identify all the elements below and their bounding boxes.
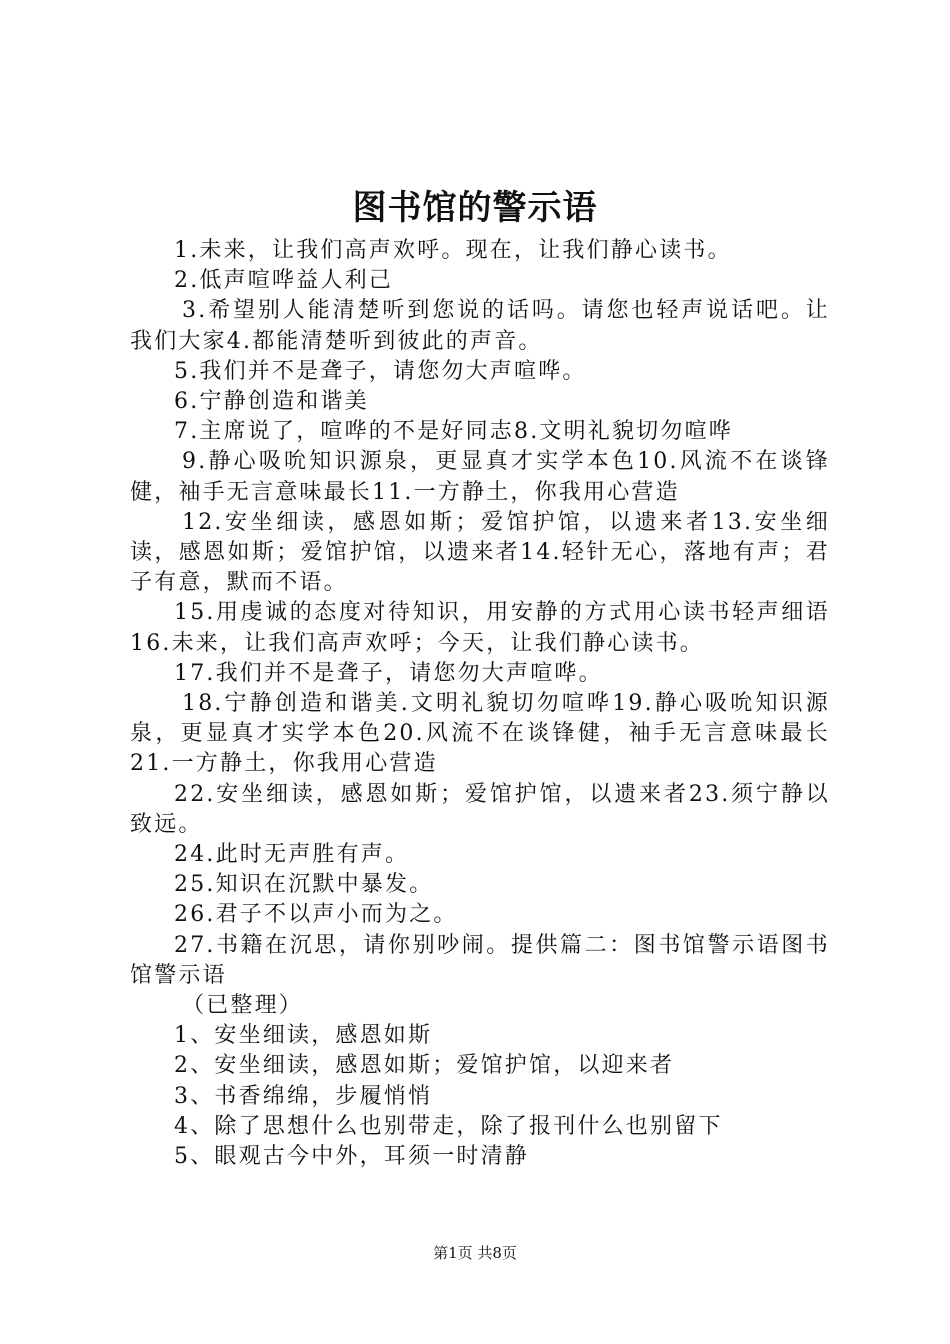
paragraph: 15.用虔诚的态度对待知识，用安静的方式用心读书轻声细语16.未来，让我们高声欢呼；今天，让我们静心读书。 — [130, 600, 830, 656]
paragraph: 27.书籍在沉思，请你别吵闹。提供篇二：图书馆警示语图书馆警示语 — [130, 932, 830, 988]
paragraph: 24.此时无声胜有声。 — [174, 842, 410, 868]
paragraph: 25.知识在沉默中暴发。 — [174, 872, 434, 898]
page-footer: 第1页 共8页 — [433, 1244, 517, 1262]
paragraph: 1.未来，让我们高声欢呼。现在，让我们静心读书。 — [174, 238, 732, 263]
list-item: 3、书香绵绵，步履悄悄 — [174, 1083, 433, 1109]
paragraph: 9.静心吸吮知识源泉，更显真才实学本色10.风流不在谈锋健，袖手无言意味最长11.一方静土，你我用心营造 — [130, 449, 830, 505]
list-item: 1、安坐细读，感恩如斯 — [174, 1023, 433, 1049]
paragraph: 12.安坐细读，感恩如斯；爱馆护馆，以遗来者13.安坐细读，感恩如斯；爱馆护馆，以遗来者14.轻针无心，落地有声；君子有意，默而不语。 — [130, 509, 830, 596]
paragraph: 18.宁静创造和谐美.文明礼貌切勿喧哗19.静心吸吮知识源泉，更显真才实学本色20.风流不在谈锋健，袖手无言意味最长21.一方静土，你我用心营造 — [130, 691, 830, 777]
paragraph: 22.安坐细读，感恩如斯；爱馆护馆，以遗来者23.须宁静以致远。 — [130, 781, 830, 837]
paragraph: 6.宁静创造和谐美 — [174, 389, 369, 415]
list-item: 5、眼观古今中外，耳须一时清静 — [174, 1144, 529, 1170]
paragraph: 7.主席说了，喧哗的不是好同志8.文明礼貌切勿喧哗 — [174, 419, 733, 445]
paragraph: 17.我们并不是聋子，请您勿大声喧哗。 — [174, 660, 603, 686]
list-item: 2、安坐细读，感恩如斯；爱馆护馆，以迎来者 — [174, 1053, 675, 1079]
paragraph: （已整理） — [182, 993, 304, 1019]
paragraph: 2.低声喧哗益人利己 — [174, 268, 393, 294]
paragraph: 3.希望别人能清楚听到您说的话吗。请您也轻声说话吧。让我们大家4.都能清楚听到彼此的声音。 — [130, 298, 830, 354]
paragraph: 26.君子不以声小而为之。 — [174, 902, 458, 928]
document-body — [130, 236, 830, 1172]
paragraph: 5.我们并不是聋子，请您勿大声喧哗。 — [174, 358, 587, 384]
list-item: 4、除了思想什么也别带走，除了报刊什么也别留下 — [174, 1113, 723, 1139]
document-title: 图书馆的警示语 — [352, 188, 598, 228]
